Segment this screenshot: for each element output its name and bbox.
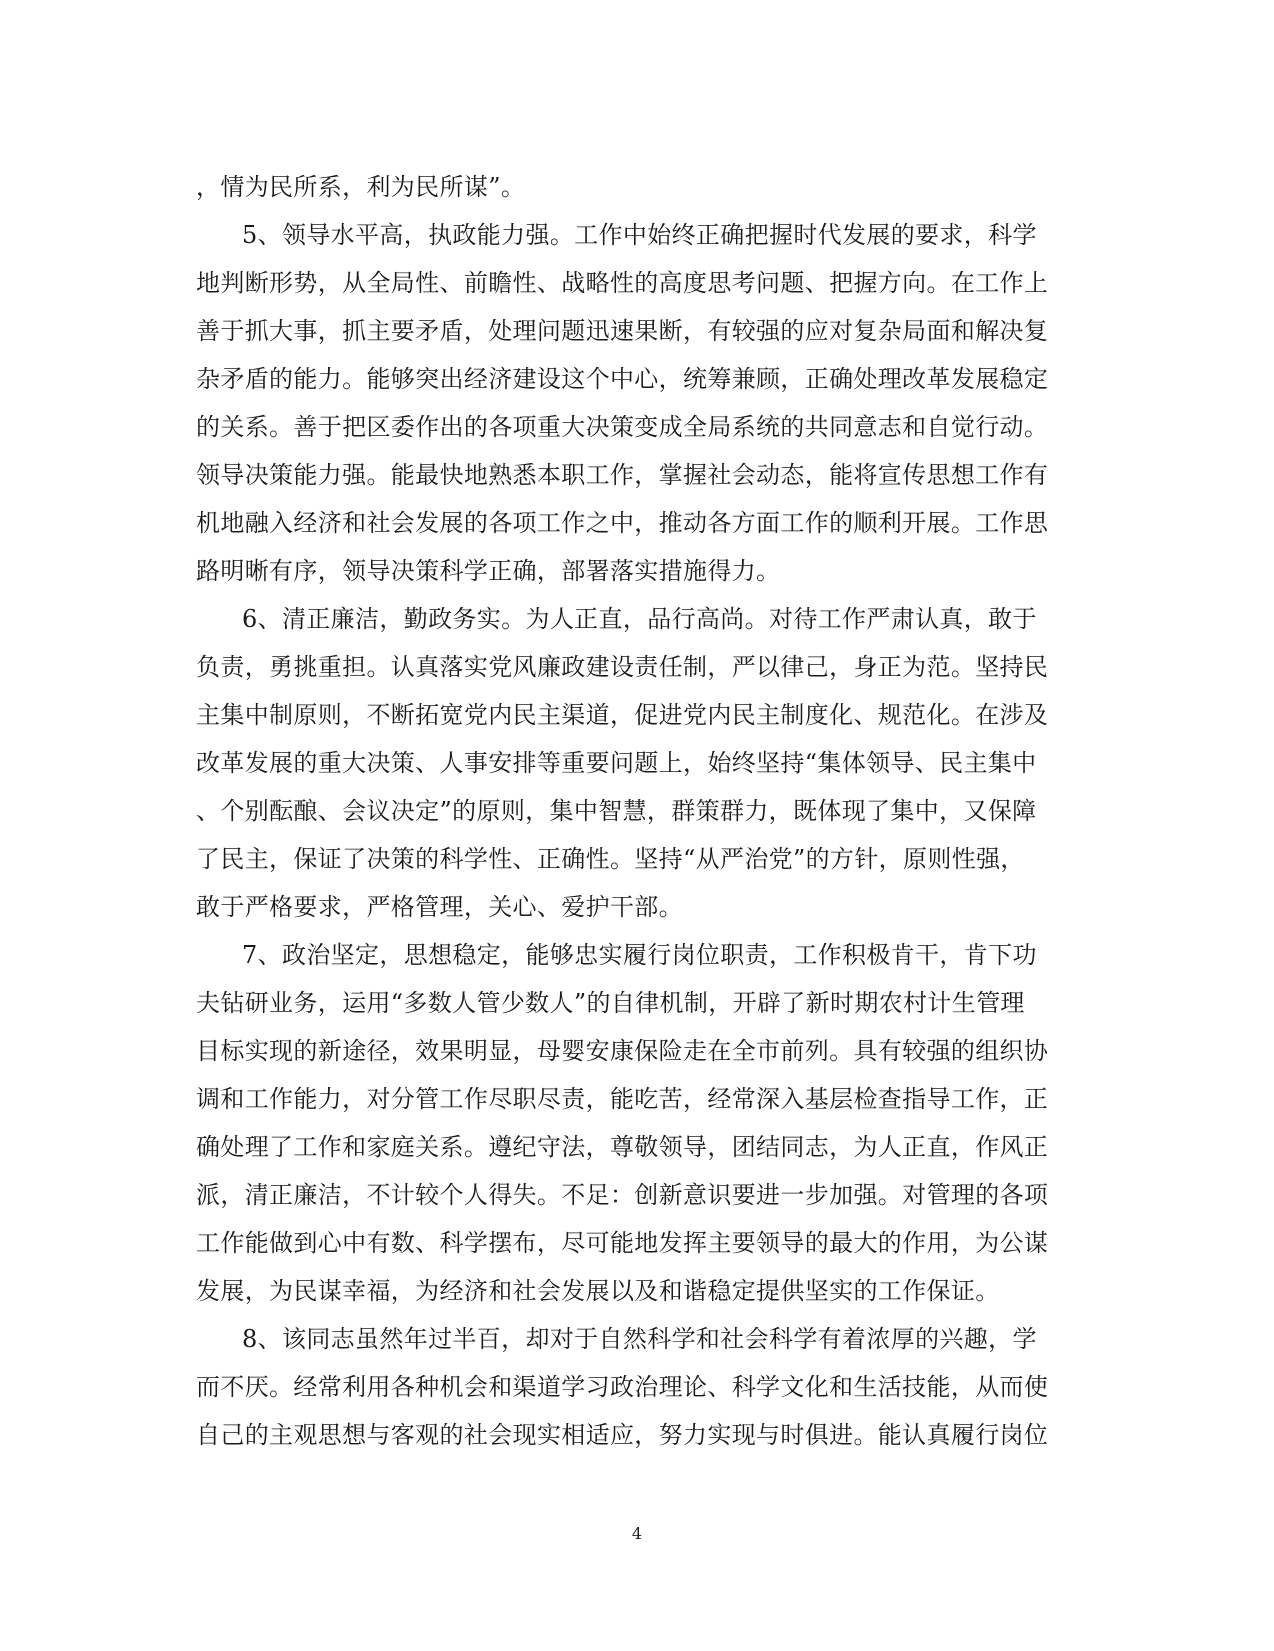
text-line: 确处理了工作和家庭关系。遵纪守法，尊敬领导，团结同志，为人正直，作风正 bbox=[196, 1133, 1049, 1161]
text-line: ，情为民所系，利为民所谋”。 bbox=[196, 173, 526, 201]
text-line: 派，清正廉洁，不计较个人得失。不足：创新意识要进一步加强。对管理的各项 bbox=[196, 1181, 1049, 1209]
paragraph-6-start: 6、清正廉洁，勤政务实。为人正直，品行高尚。对待工作严肃认真，敢于 bbox=[242, 605, 1037, 633]
text-line: 杂矛盾的能力。能够突出经济建设这个中心，统筹兼顾，正确处理改革发展稳定 bbox=[196, 365, 1049, 393]
text-line: 机地融入经济和社会发展的各项工作之中，推动各方面工作的顺利开展。工作思 bbox=[196, 509, 1049, 537]
text-line: 负责，勇挑重担。认真落实党风廉政建设责任制，严以律己，身正为范。坚持民 bbox=[196, 653, 1049, 681]
text-line: 路明晰有序，领导决策科学正确，部署落实措施得力。 bbox=[196, 557, 781, 585]
paragraph-8-start: 8、该同志虽然年过半百，却对于自然科学和社会科学有着浓厚的兴趣，学 bbox=[242, 1325, 1037, 1353]
body-text bbox=[196, 163, 1073, 1459]
text-line: 领导决策能力强。能最快地熟悉本职工作，掌握社会动态，能将宣传思想工作有 bbox=[196, 461, 1049, 489]
text-line: 而不厌。经常利用各种机会和渠道学习政治理论、科学文化和生活技能，从而使 bbox=[196, 1373, 1049, 1401]
text-line: 工作能做到心中有数、科学摆布，尽可能地发挥主要领导的最大的作用，为公谋 bbox=[196, 1229, 1049, 1257]
text-line: 目标实现的新途径，效果明显，母婴安康保险走在全市前列。具有较强的组织协 bbox=[196, 1037, 1049, 1065]
text-line: 调和工作能力，对分管工作尽职尽责，能吃苦，经常深入基层检查指导工作，正 bbox=[196, 1085, 1049, 1113]
text-line: 自己的主观思想与客观的社会现实相适应，努力实现与时俱进。能认真履行岗位 bbox=[196, 1421, 1049, 1449]
paragraph-7-start: 7、政治坚定，思想稳定，能够忠实履行岗位职责，工作积极肯干，肯下功 bbox=[242, 941, 1037, 969]
text-line: 善于抓大事，抓主要矛盾，处理问题迅速果断，有较强的应对复杂局面和解决复 bbox=[196, 317, 1049, 345]
text-line: 夫钻研业务，运用“多数人管少数人”的自律机制，开辟了新时期农村计生管理 bbox=[196, 989, 1025, 1017]
text-line: 地判断形势，从全局性、前瞻性、战略性的高度思考问题、把握方向。在工作上 bbox=[196, 269, 1049, 297]
paragraph-5-start: 5、领导水平高，执政能力强。工作中始终正确把握时代发展的要求，科学 bbox=[242, 221, 1037, 249]
text-line: 改革发展的重大决策、人事安排等重要问题上，始终坚持“集体领导、民主集中 bbox=[196, 749, 1037, 777]
text-line: 、个别酝酿、会议决定”的原则，集中智慧，群策群力，既体现了集中，又保障 bbox=[196, 797, 1037, 825]
text-line: 主集中制原则，不断拓宽党内民主渠道，促进党内民主制度化、规范化。在涉及 bbox=[196, 701, 1049, 729]
text-line: 敢于严格要求，严格管理，关心、爱护干部。 bbox=[196, 893, 683, 921]
text-line: 发展，为民谋幸福，为经济和社会发展以及和谐稳定提供坚实的工作保证。 bbox=[196, 1277, 1000, 1305]
page-number: 4 bbox=[631, 1524, 643, 1543]
text-line: 了民主，保证了决策的科学性、正确性。坚持“从严治党”的方针，原则性强， bbox=[196, 845, 1025, 873]
text-line: 的关系。善于把区委作出的各项重大决策变成全局系统的共同意志和自觉行动。 bbox=[196, 413, 1049, 441]
